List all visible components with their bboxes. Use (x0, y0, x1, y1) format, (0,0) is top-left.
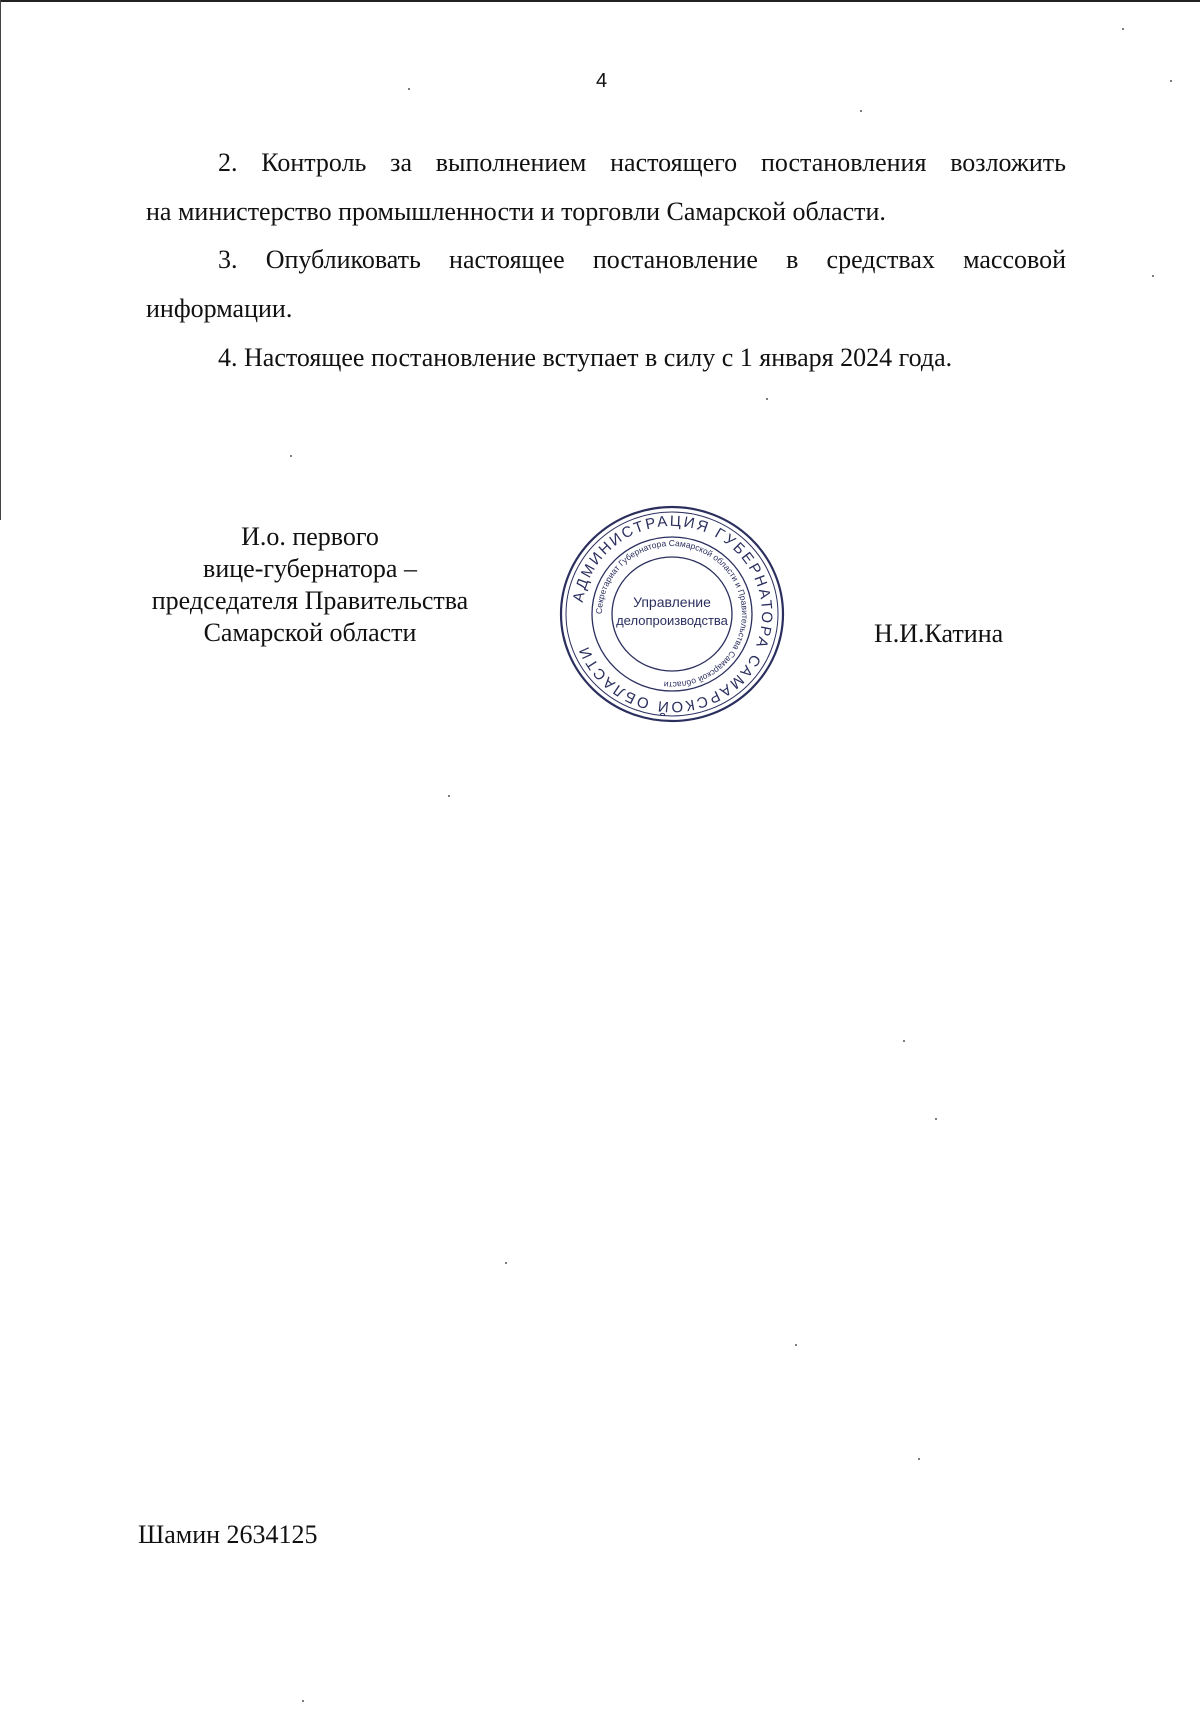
scan-top-edge (0, 0, 1200, 2)
scan-speck (935, 1118, 937, 1120)
scan-speck (1122, 28, 1124, 30)
signatory-position (130, 521, 490, 649)
scan-speck (290, 455, 292, 457)
scan-speck (448, 795, 450, 797)
paragraph-2-line-1: 2. Контроль за выполнением настоящего постановления возложить (218, 148, 1066, 177)
paragraph-2-line-2: на министерство промышленности и торговли Самарской области. (146, 197, 886, 226)
paragraph-2 (146, 138, 1066, 236)
scan-speck (1152, 275, 1154, 277)
seal-inner-ring-text: Секретариат Губернатора Самарской области и Правительства Самарской области (593, 537, 751, 691)
scan-speck (918, 1458, 920, 1460)
paragraph-3-line-2: информации. (146, 294, 293, 323)
signatory-position-line-1: И.о. первого (241, 522, 379, 551)
signatory-position-line-2: вице-губернатора – (203, 554, 417, 583)
page-number: 4 (596, 70, 608, 92)
signatory-position-line-4: Самарской области (203, 618, 417, 647)
seal-outer-text: АДМИНИСТРАЦИЯ ГУБЕРНАТОРА САМАРСКОЙ ОБЛАСТИ (569, 512, 776, 716)
scan-speck (795, 1344, 797, 1346)
paragraph-3-line-1: 3. Опубликовать настоящее постановление в средствах массовой (218, 245, 1066, 274)
signatory-name: Н.И.Катина (874, 619, 1004, 648)
signatory-position-line-3: председателя Правительства (151, 586, 469, 615)
scan-speck (766, 398, 768, 400)
paragraph-4 (146, 333, 1066, 382)
executor-contact: Шамин 2634125 (138, 1520, 318, 1549)
scan-speck (408, 88, 410, 90)
paragraph-3 (146, 235, 1066, 333)
scan-left-edge (0, 0, 1, 520)
scan-speck (860, 110, 862, 112)
paragraph-4-line-1: 4. Настоящее постановление вступает в силу с 1 января 2024 года. (218, 343, 953, 372)
scan-speck (505, 1262, 507, 1264)
seal-center-line-1: Управление (633, 594, 711, 610)
seal-center-line-2: делопроизводства (616, 613, 728, 628)
scan-speck (302, 1700, 304, 1702)
scan-speck (903, 1040, 905, 1042)
scan-speck (1170, 80, 1172, 82)
official-seal (557, 503, 787, 725)
